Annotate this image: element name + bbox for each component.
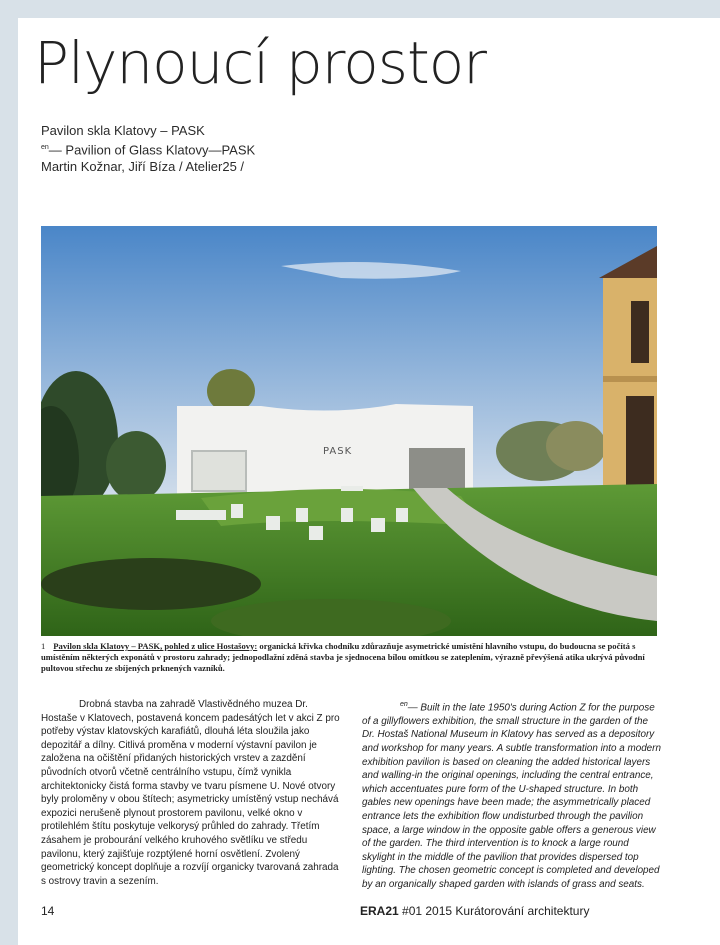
authors-line: Martin Kožnar, Jiří Bíza / Atelier25 / [41, 159, 245, 175]
pavilion-photo [41, 226, 657, 636]
english-paragraph-text: — Built in the late 1950's during Action Z for the purpose of a gillyflowers exhibition, the small structure in the garden of the Dr. Hostaš National Museum in Klatovy has served as a depository and workshop for many years. A subtle transformation into a modern exhibition pavilion is based on cleaning the added historical layers and walling-in the original openings, including the central entrance, which accentuates pure form of the U-shaped structure. In both gables new openings have been made; the asymmetrically placed entrance lets the exhibition flow undisturbed through the pavilion space, a large window in the opposite gable offers a generous view of the garden. The third intervention is to knock a large round skylight in the middle of the pavilion that provides dispersed top lighting. The chosen geometric concept is completed and developed by an organically shaped garden with islands of grass and seats. [362, 702, 661, 891]
caption-number: 1 [41, 641, 46, 651]
article-title: Plynoucí prostor [34, 29, 487, 97]
caption-title: Pavilon skla Klatovy – PASK, pohled z ulice Hostašovy: [53, 641, 258, 651]
english-paragraph [362, 698, 662, 892]
body-text-english [362, 698, 662, 892]
photo-caption [41, 641, 657, 674]
pask-sign: PASK [323, 446, 353, 457]
caption-body: organická křivka chodníku zdůrazňuje asymetrické umístění hlavního vstupu, do budoucna se počítá s umístěním některých exponátů v prostoru zahrady; jednopodlažní zděná stavba je sjednocena bílou omítkou se zateplením, výrazně převýšená atika ukrývá původní pultovou střechu ze sbíjených prknených vazníků. [41, 641, 645, 673]
page-number: 14 [41, 904, 55, 918]
villa [599, 246, 657, 512]
article-subtitle-block [41, 122, 255, 175]
english-marker: en [400, 701, 408, 708]
pavilion-building [177, 404, 473, 496]
magazine-footer [360, 904, 589, 918]
subtitle-english-text: — Pavilion of Glass Klatovy—PASK [48, 142, 256, 158]
issue-label: #01 2015 Kurátorování architektury [402, 904, 590, 918]
body-text-czech [41, 698, 341, 888]
czech-paragraph: Drobná stavba na zahradě Vlastivědného muzea Dr. Hostaše v Klatovech, postavená koncem padesátých let v akci Z pro potřeby výstav klatovských karafiátů, dlouhá léta sloužila jako depozitář a dílny. Citlivá proměna v moderní výstavní pavilon je založena na očištění přidaných historických vrstev a zazdění původních otvorů včetně centrálního vstupu, čímž vynikla architektonicky čistá forma stavby ve tvaru písmene U. Nové otvory byly proloměny v obou štítech; asymetricky umístěný vstup nechává expozici nerušeně plynout prostorem pavilonu, velké okno v protilehlém štítu poskytuje velkorysý průhled do zahrady. Třetím zásahem je probourání velkého kruhového světlíku ve středu pavilonu, který zajišťuje rozptýlené horní osvětlení. Zvolený geometrický koncept doplňuje a rozvíjí organicky tvarovaná zahrada s ostrovy travin a sezením. [41, 699, 340, 887]
magazine-brand: ERA21 [360, 904, 399, 918]
english-marker: en [41, 144, 49, 151]
subtitle-czech: Pavilon skla Klatovy – PASK [41, 123, 205, 138]
subtitle-english [41, 139, 255, 158]
